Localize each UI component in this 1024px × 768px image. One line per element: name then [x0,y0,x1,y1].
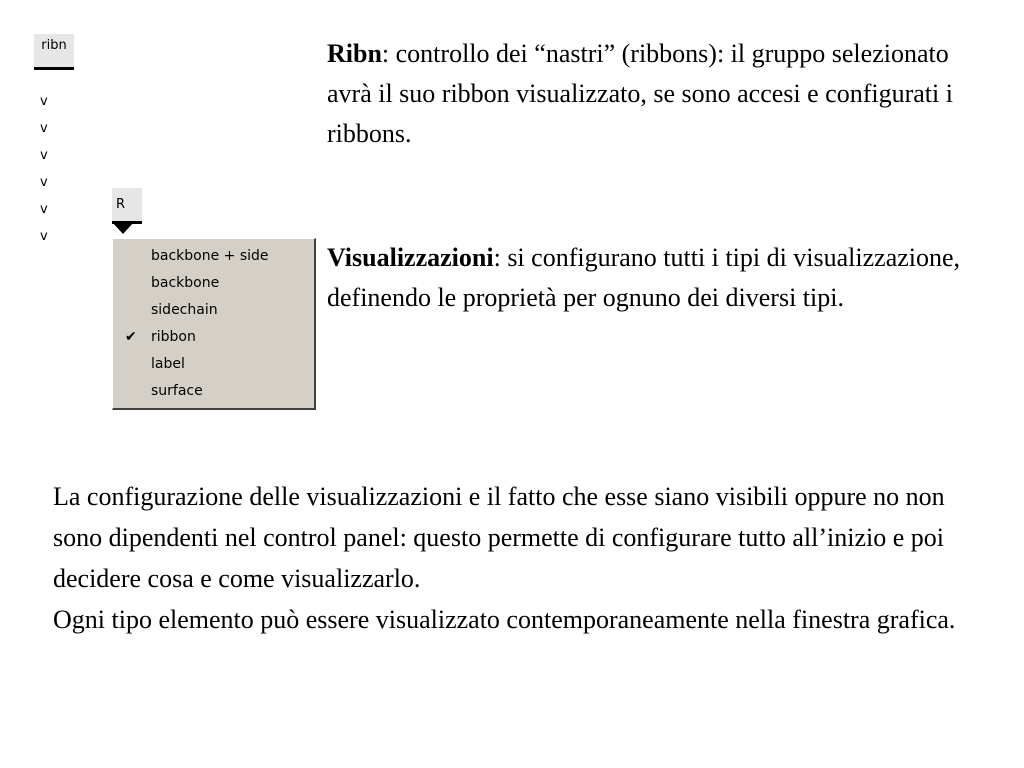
visualizzazioni-term: Visualizzazioni [327,243,494,272]
visualization-dropdown-menu [112,238,316,410]
bottom-paragraph-2: Ogni tipo elemento può essere visualizzato contemporaneamente nella finestra grafica. [53,605,956,634]
menu-item-backbone-side[interactable] [113,245,314,272]
ribn-column-underline [34,67,74,70]
ribn-desc: : controllo dei “nastri” (ribbons): il gruppo selezionato avrà il suo ribbon visualizzato, se sono accesi e configurati i ribbons. [327,39,953,148]
menu-item-label: backbone [151,275,220,291]
menu-item-ribbon[interactable] [113,326,314,353]
ribn-column-header[interactable]: ribn [34,34,74,68]
visualizzazioni-description [327,238,997,318]
bottom-explanation [53,476,983,640]
menu-item-label: backbone + side [151,248,269,264]
menu-item-label: ribbon [151,329,196,345]
ribn-visible-mark[interactable]: v [40,175,48,190]
ribn-visible-mark[interactable]: v [40,229,48,244]
ribn-visible-mark[interactable]: v [40,148,48,163]
ribn-term: Ribn [327,39,382,68]
menu-item-backbone[interactable] [113,272,314,299]
dropdown-arrow-icon[interactable] [112,222,134,234]
ribn-description [327,34,997,154]
ribn-visible-mark[interactable]: v [40,121,48,136]
menu-item-label-display[interactable] [113,353,314,380]
menu-item-label: sidechain [151,302,218,318]
menu-item-sidechain[interactable] [113,299,314,326]
r-column-header[interactable]: R [112,188,142,222]
checkmark-icon: ✔ [125,329,137,345]
visualizzazioni-desc: : si configurano tutti i tipi di visualizzazione, definendo le proprietà per ognuno dei diversi tipi. [327,243,961,312]
menu-item-label: label [151,356,185,372]
bottom-paragraph-1: La configurazione delle visualizzazioni e il fatto che esse siano visibili oppure no non sono dipendenti nel control panel: questo permette di configurare tutto all’inizio e poi decidere cosa e come visualizzarlo. [53,482,945,593]
ribn-visible-mark[interactable]: v [40,202,48,217]
menu-item-label: surface [151,383,203,399]
ribn-visible-mark[interactable]: v [40,94,48,109]
menu-item-surface[interactable] [113,380,314,407]
